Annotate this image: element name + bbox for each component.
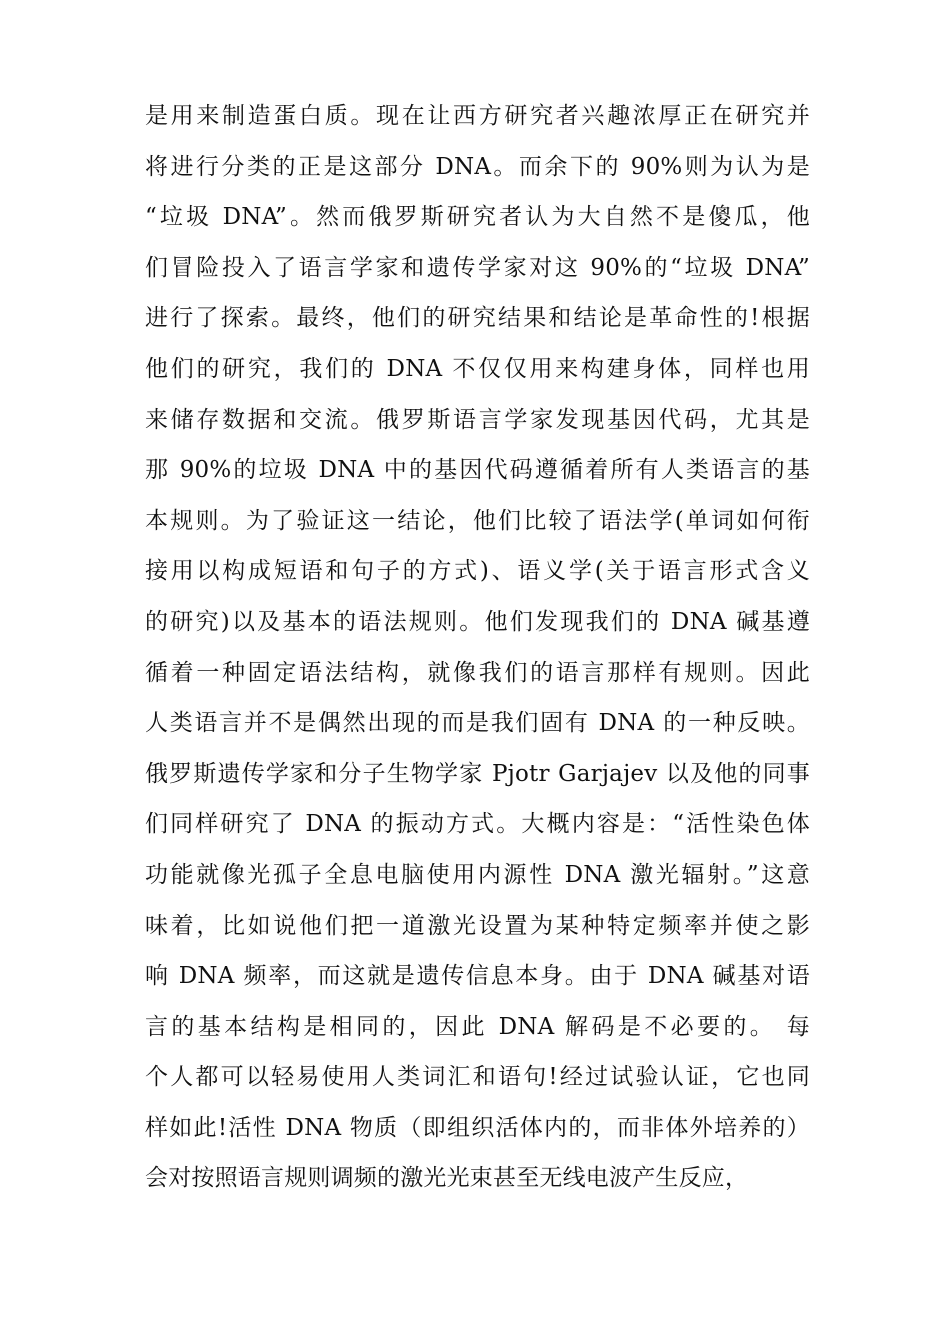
- text-line: 俄罗斯遗传学家和分子生物学家 Pjotr Garjajev 以及他的同事: [145, 760, 810, 787]
- text-line: 循着一种固定语法结构，就像我们的语言那样有规则。因此: [145, 659, 810, 686]
- text-line: 他们的研究，我们的 DNA 不仅仅用来构建身体，同样也用: [145, 355, 810, 382]
- text-line: 响 DNA 频率，而这就是遗传信息本身。由于 DNA 碱基对语: [145, 963, 810, 990]
- text-line: 会对按照语言规则调频的激光光束甚至无线电波产生反应，: [145, 1165, 749, 1192]
- text-line: 功能就像光孤子全息电脑使用内源性 DNA 激光辐射。”这意: [145, 861, 810, 888]
- body-text: [145, 95, 810, 1208]
- text-line: 样如此!活性 DNA 物质（即组织活体内的，而非体外培养的）: [145, 1114, 810, 1141]
- text-line: 们同样研究了 DNA 的振动方式。大概内容是：“活性染色体: [145, 811, 810, 838]
- text-line: 那 90%的垃圾 DNA 中的基因代码遵循着所有人类语言的基: [145, 457, 810, 484]
- text-line: 本规则。为了验证这一结论，他们比较了语法学(单词如何衔: [145, 507, 810, 534]
- text-line: 个人都可以轻易使用人类词汇和语句!经过试验认证，它也同: [145, 1064, 810, 1091]
- text-line: 味着，比如说他们把一道激光设置为某种特定频率并使之影: [145, 912, 810, 939]
- text-line: 将进行分类的正是这部分 DNA。而余下的 90%则为认为是: [145, 153, 810, 180]
- text-line: “垃圾 DNA”。然而俄罗斯研究者认为大自然不是傻瓜，他: [145, 204, 810, 231]
- text-line: 来储存数据和交流。俄罗斯语言学家发现基因代码，尤其是: [145, 406, 810, 433]
- text-line: 接用以构成短语和句子的方式)、语义学(关于语言形式含义: [145, 558, 810, 585]
- text-line: 言的基本结构是相同的，因此 DNA 解码是不必要的。 每: [145, 1013, 810, 1040]
- text-line: 人类语言并不是偶然出现的而是我们固有 DNA 的一种反映。: [145, 710, 810, 737]
- text-line: 的研究)以及基本的语法规则。他们发现我们的 DNA 碱基遵: [145, 608, 810, 635]
- text-line: 进行了探索。最终，他们的研究结果和结论是革命性的!根据: [145, 305, 810, 332]
- text-line: 是用来制造蛋白质。现在让西方研究者兴趣浓厚正在研究并: [145, 103, 810, 129]
- text-line: 们冒险投入了语言学家和遗传学家对这 90%的“垃圾 DNA”: [145, 254, 810, 281]
